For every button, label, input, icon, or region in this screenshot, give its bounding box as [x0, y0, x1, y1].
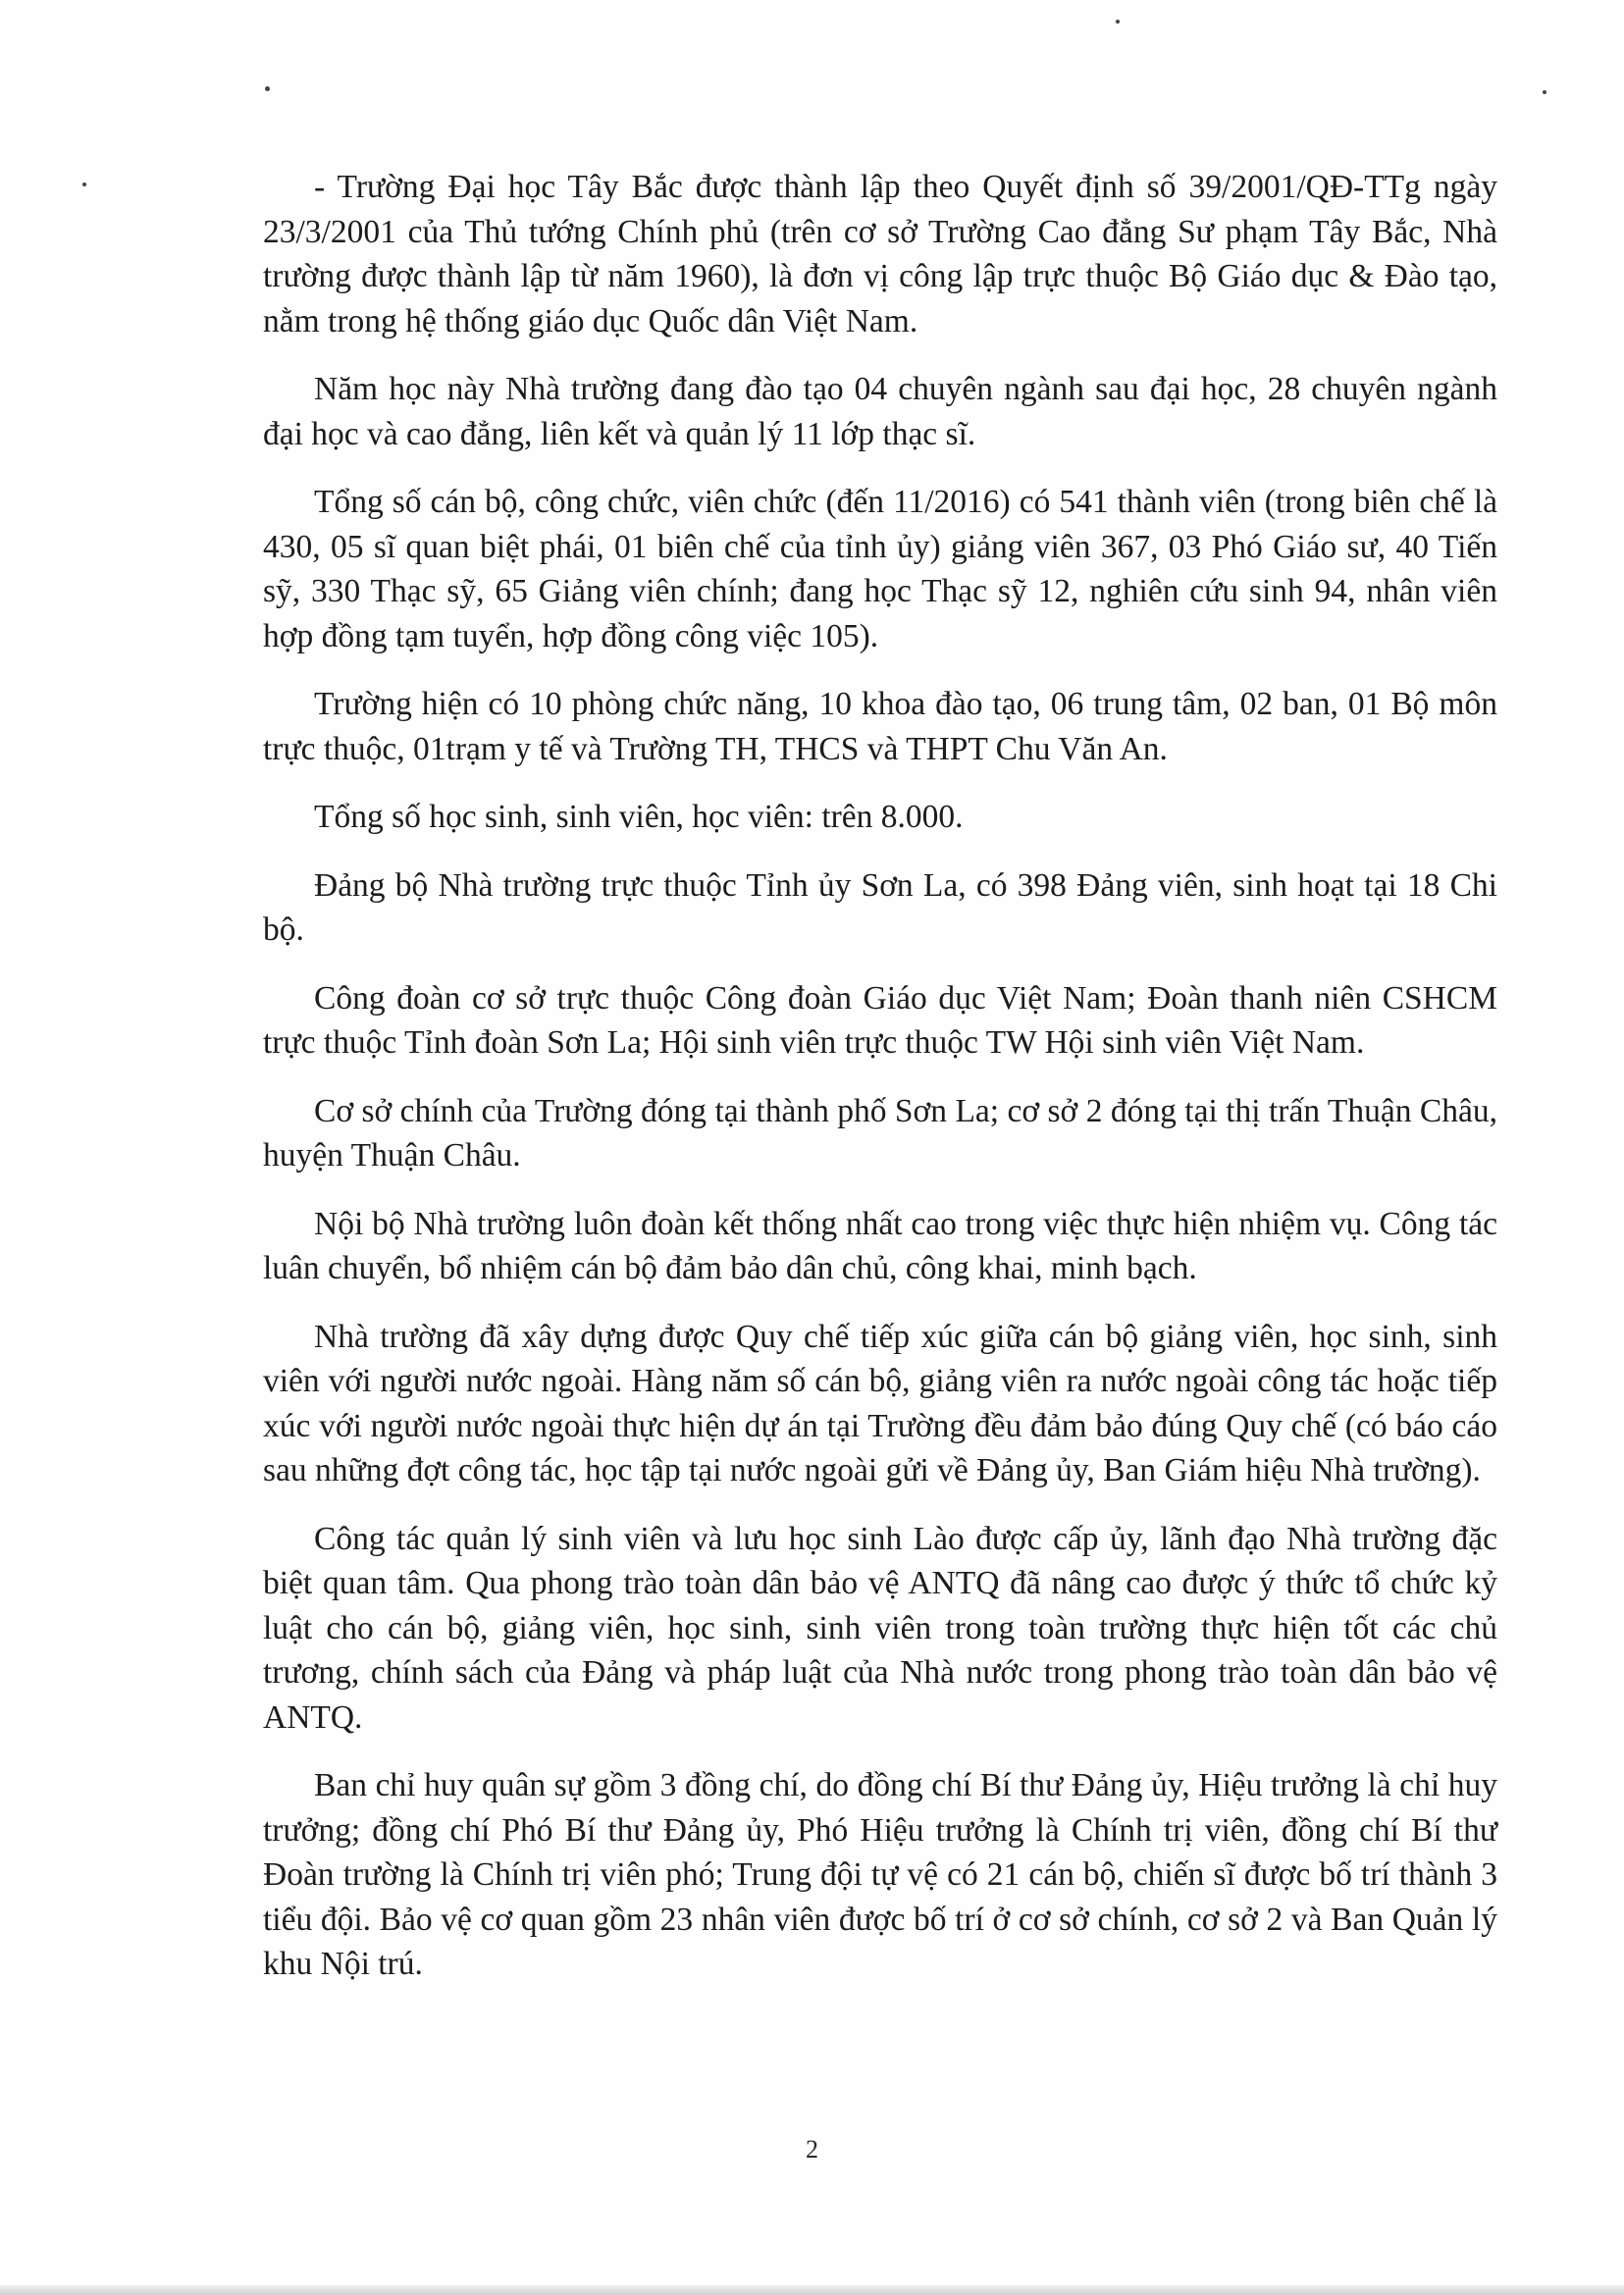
- scan-speck: [82, 183, 86, 186]
- paragraph: Tổng số cán bộ, công chức, viên chức (đến 11/2016) có 541 thành viên (trong biên chế là 430, 05 sĩ quan biệt phái, 01 biên chế của tỉnh ủy) giảng viên 367, 03 Phó Giáo sư, 40 Tiến sỹ, 330 Thạc sỹ, 65 Giảng viên chính; đang học Thạc sỹ 12, nghiên cứu sinh 94, nhân viên hợp đồng tạm tuyển, hợp đồng công việc 105).: [263, 484, 1497, 654]
- paragraph: Công đoàn cơ sở trực thuộc Công đoàn Giáo dục Việt Nam; Đoàn thanh niên CSHCM trực thuộc Tỉnh đoàn Sơn La; Hội sinh viên trực thuộc TW Hội sinh viên Việt Nam.: [263, 979, 1497, 1061]
- paragraph: Nội bộ Nhà trường luôn đoàn kết thống nhất cao trong việc thực hiện nhiệm vụ. Công tác luân chuyển, bổ nhiệm cán bộ đảm bảo dân chủ, công khai, minh bạch.: [263, 1205, 1497, 1286]
- paragraph: Nhà trường đã xây dựng được Quy chế tiếp xúc giữa cán bộ giảng viên, học sinh, sinh viên với người nước ngoài. Hàng năm số cán bộ, giảng viên ra nước ngoài công tác hoặc tiếp xúc với người nước ngoài thực hiện dự án tại Trường đều đảm bảo đúng Quy chế (có báo cáo sau những đợt công tác, học tập tại nước ngoài gửi về Đảng ủy, Ban Giám hiệu Nhà trường).: [263, 1318, 1497, 1488]
- page-number: 2: [806, 2135, 818, 2164]
- paragraph: Cơ sở chính của Trường đóng tại thành phố Sơn La; cơ sở 2 đóng tại thị trấn Thuận Châu, huyện Thuận Châu.: [263, 1092, 1497, 1174]
- scan-speck: [1116, 20, 1120, 24]
- paragraph: Công tác quản lý sinh viên và lưu học sinh Lào được cấp ủy, lãnh đạo Nhà trường đặc biệt quan tâm. Qua phong trào toàn dân bảo vệ ANTQ đã nâng cao được ý thức tổ chức kỷ luật cho cán bộ, giảng viên, học sinh, sinh viên trong toàn trường thực hiện tốt các chủ trương, chính sách của Đảng và pháp luật của Nhà nước trong phong trào toàn dân bảo vệ ANTQ.: [263, 1520, 1497, 1736]
- paragraph: Đảng bộ Nhà trường trực thuộc Tỉnh ủy Sơn La, có 398 Đảng viên, sinh hoạt tại 18 Chi bộ.: [263, 866, 1497, 948]
- scan-speck: [1543, 90, 1546, 94]
- paragraph: - Trường Đại học Tây Bắc được thành lập theo Quyết định số 39/2001/QĐ-TTg ngày 23/3/2001 của Thủ tướng Chính phủ (trên cơ sở Trường Cao đẳng Sư phạm Tây Bắc, Nhà trường được thành lập từ năm 1960), là đơn vị công lập trực thuộc Bộ Giáo dục & Đào tạo, nằm trong hệ thống giáo dục Quốc dân Việt Nam.: [263, 169, 1497, 339]
- scan-speck: [265, 86, 270, 91]
- paragraph: Năm học này Nhà trường đang đào tạo 04 chuyên ngành sau đại học, 28 chuyên ngành đại học và cao đẳng, liên kết và quản lý 11 lớp thạc sĩ.: [263, 371, 1497, 452]
- paragraph: Ban chỉ huy quân sự gồm 3 đồng chí, do đồng chí Bí thư Đảng ủy, Hiệu trưởng là chỉ huy trưởng; đồng chí Phó Bí thư Đảng ủy, Phó Hiệu trưởng là Chính trị viên, đồng chí Bí thư Đoàn trường là Chính trị viên phó; Trung đội tự vệ có 21 cán bộ, chiến sĩ được bố trí thành 3 tiểu đội. Bảo vệ cơ quan gồm 23 nhân viên được bố trí ở cơ sở chính, cơ sở 2 và Ban Quản lý khu Nội trú.: [263, 1767, 1497, 1982]
- paragraph: Trường hiện có 10 phòng chức năng, 10 khoa đào tạo, 06 trung tâm, 02 ban, 01 Bộ môn trực thuộc, 01trạm y tế và Trường TH, THCS và THPT Chu Văn An.: [263, 686, 1497, 767]
- paragraph: Tổng số học sinh, sinh viên, học viên: trên 8.000.: [314, 799, 964, 835]
- document-body: [263, 165, 1497, 2010]
- scan-bottom-edge: [0, 2285, 1624, 2295]
